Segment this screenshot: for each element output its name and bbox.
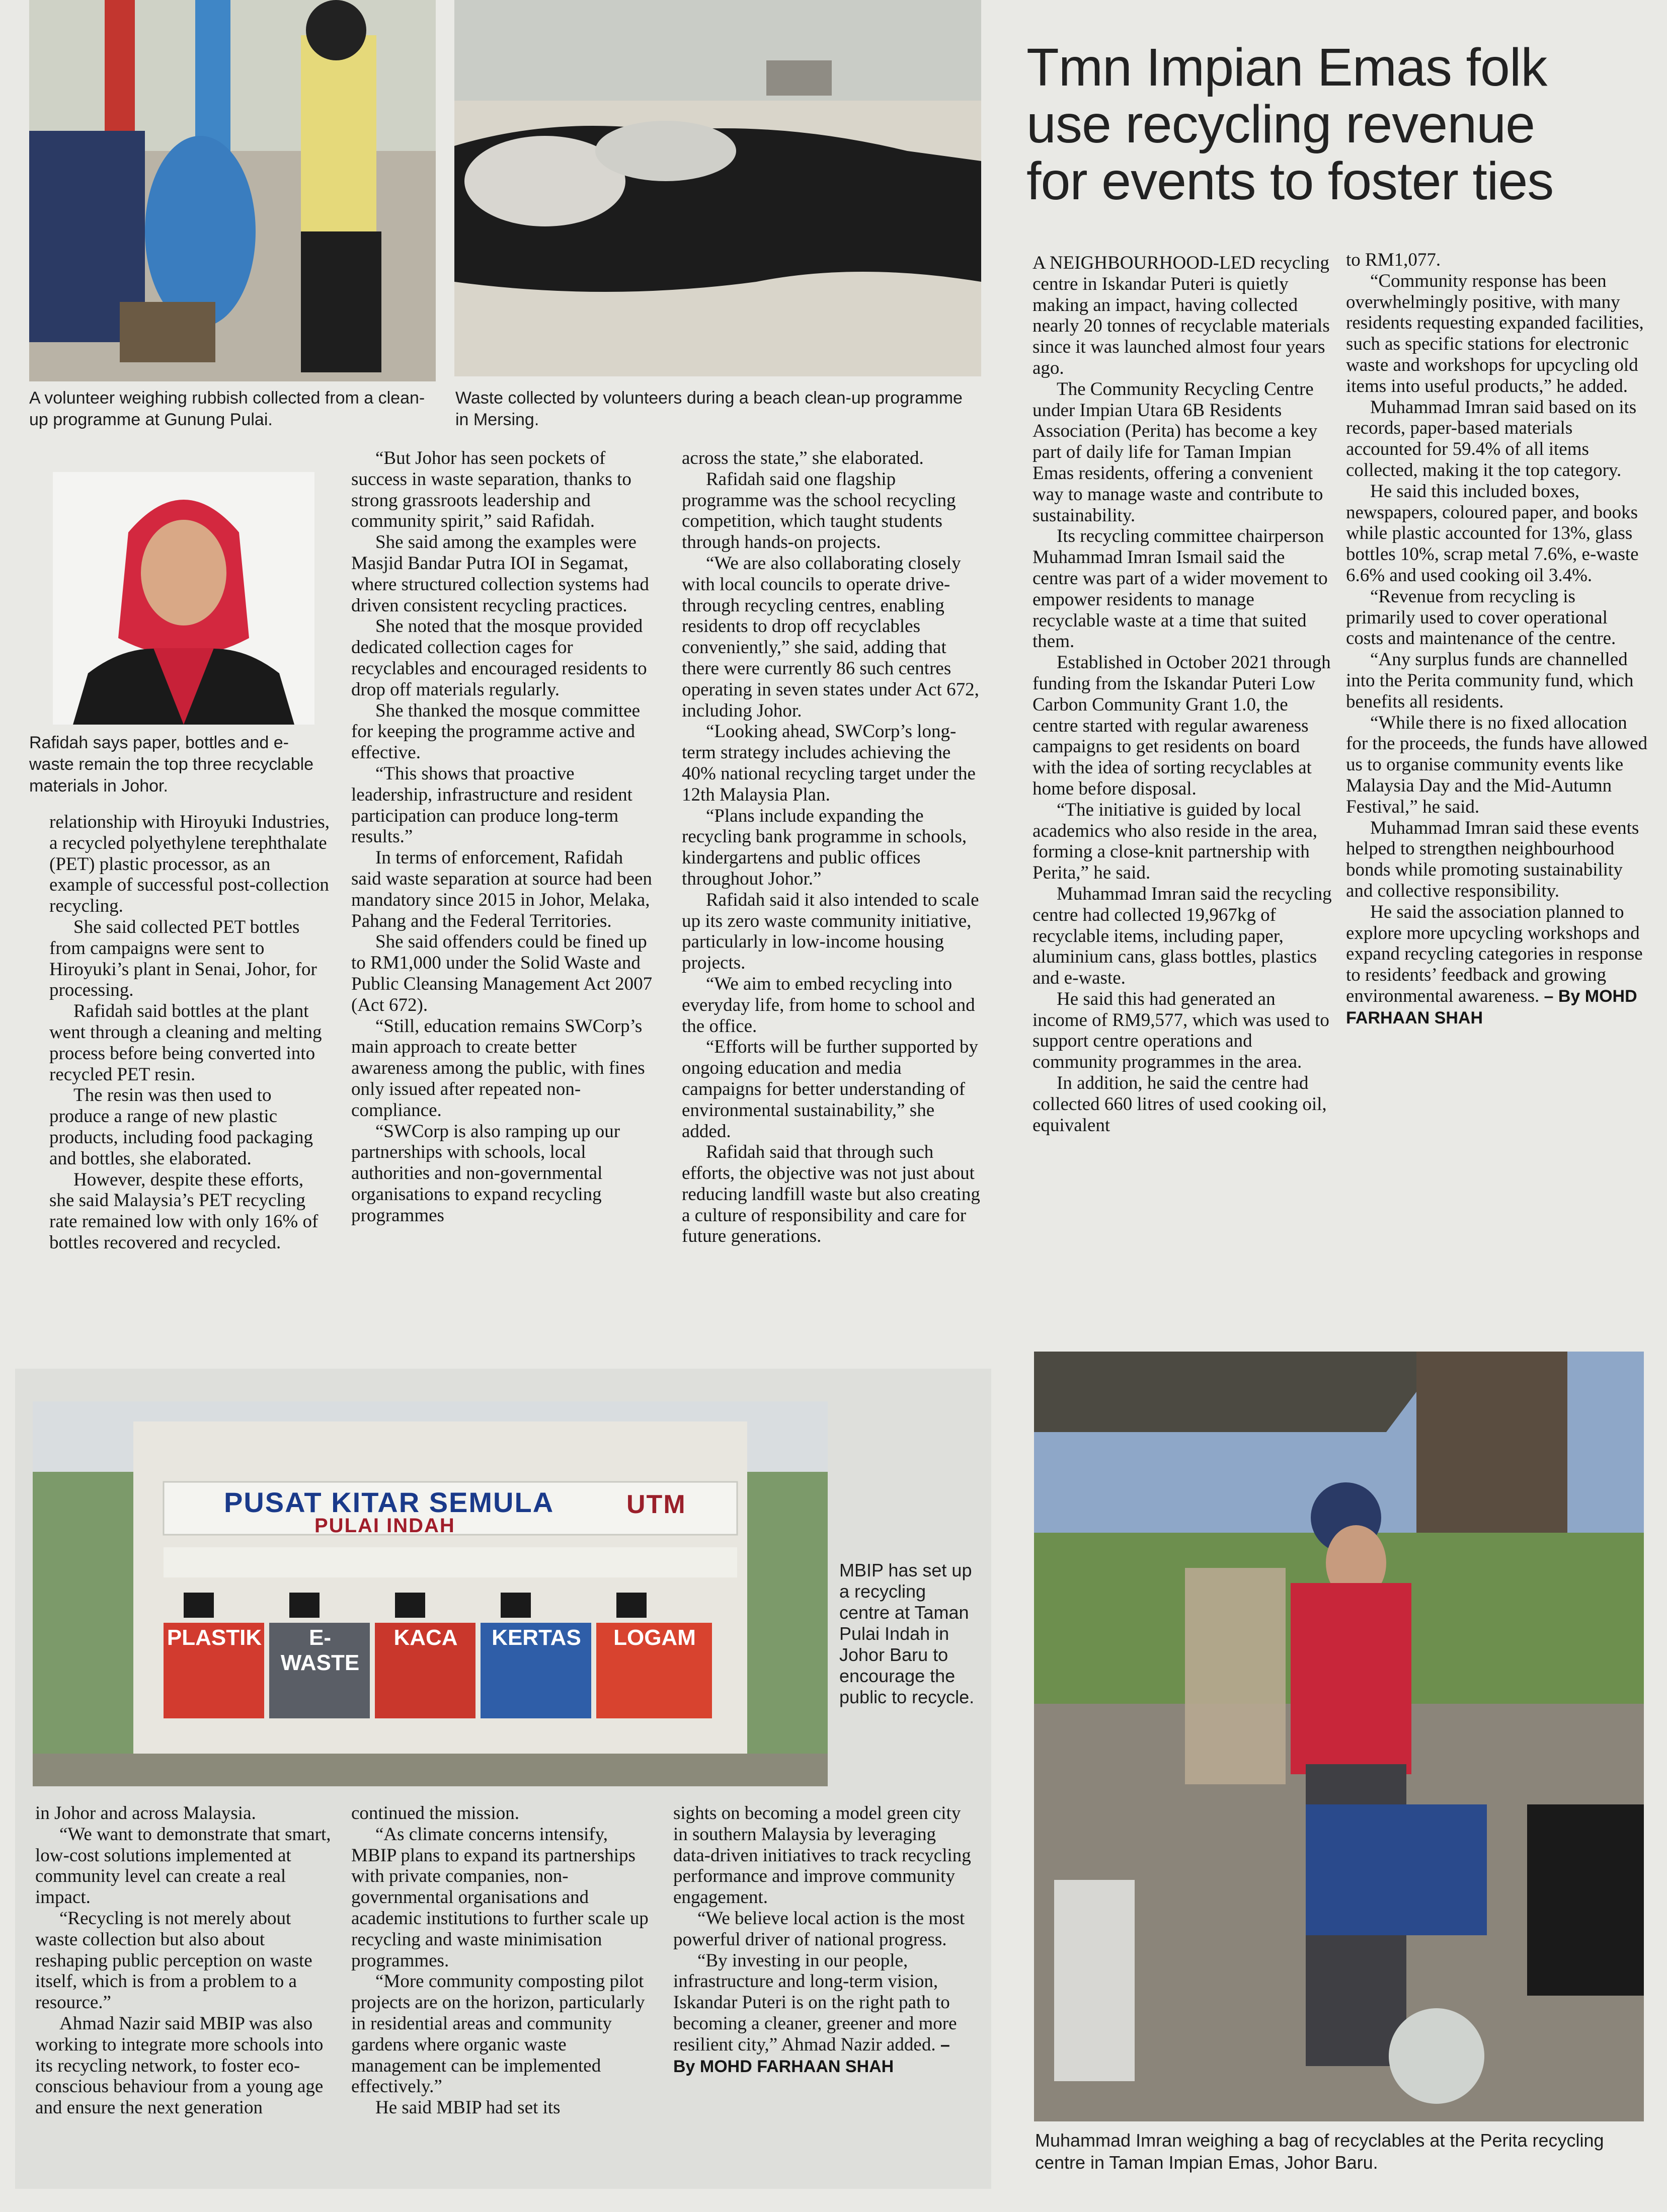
- headline-line-3: for events to foster ties: [1026, 151, 1554, 211]
- paragraph: “This shows that proactive leadership, infrastructure and resident participation can produce long-term results.”: [351, 763, 632, 847]
- paragraph: The Community Recycling Centre under Impian Utara 6B Residents Association (Perita) has become a key part of daily life for Taman Impian Emas residents, offering a convenient way to manage waste and contribute to sustainability.: [1033, 378, 1323, 526]
- paragraph: to RM1,077.: [1346, 250, 1441, 270]
- caption-mbip-centre: MBIP has set up a recycling centre at Taman Pulai Indah in Johor Baru to encourage the public to recycle.: [839, 1560, 975, 1707]
- paragraph: “While there is no fixed allocation for the proceeds, the funds have allowed us to organise community events like Malaysia Day and the Mid-Autumn Festival,” he said.: [1346, 712, 1647, 817]
- photo-recycling-centre: [33, 1401, 828, 1786]
- article-left-col2: [351, 448, 653, 1226]
- caption-muhammad-imran: Muhammad Imran weighing a bag of recyclables at the Perita recycling centre in Taman Impian Emas, Johor Baru.: [1035, 2130, 1604, 2173]
- sign-title: PUSAT KITAR SEMULA: [224, 1486, 554, 1518]
- bin-label-kertas: KERTAS: [492, 1625, 581, 1650]
- paragraph: He said this had generated an income of RM9,577, which was used to support centre operations and community programmes in the area.: [1033, 988, 1329, 1073]
- headline-line-2: use recycling revenue: [1026, 95, 1535, 154]
- paragraph: Established in October 2021 through funding from the Iskandar Puteri Low Carbon Community Grant 1.0, the centre started with regular awareness campaigns to get residents on board with the idea of sorting recyclables at home before disposal.: [1033, 652, 1331, 799]
- paragraph: Muhammad Imran said these events helped to strengthen neighbourhood bonds while promoting sustainability and collective responsibility.: [1346, 817, 1639, 901]
- paragraph: She noted that the mosque provided dedicated collection cages for recyclables and encouraged residents to drop off materials regularly.: [351, 616, 647, 700]
- paragraph: “Looking ahead, SWCorp’s long-term strategy includes achieving the 40% national recycling target under the 12th Malaysia Plan.: [682, 721, 976, 805]
- paragraph: “The initiative is guided by local academics who also reside in the area, forming a close-knit partnership with Perita,” he said.: [1033, 799, 1318, 884]
- photo-rafidah: [53, 472, 314, 725]
- paragraph: “We are also collaborating closely with local councils to operate drive-through recycling centres, enabling residents to drop off recyclables conveniently,” she said, adding that there were currently 86 such centres operating in seven states under Act 672, including Johor.: [682, 552, 979, 721]
- paragraph: “As climate concerns intensify, MBIP plans to expand its partnerships with private companies, non-governmental organisations and academic institutions to further scale up recycling and waste minimisation programmes.: [351, 1824, 649, 1971]
- paragraph: “SWCorp is also ramping up our partnerships with schools, local authorities and non-governmental organisations to expand recycling programmes: [351, 1121, 620, 1226]
- caption-rafidah: Rafidah says paper, bottles and e-waste remain the top three recyclable materials in Johor.: [29, 733, 314, 796]
- paragraph: He said this included boxes, newspapers, coloured paper, and books while plastic accounted for 13%, glass bottles 10%, scrap metal 7.6%, e-waste 6.6% and used cooking oil 3.4%.: [1346, 481, 1639, 586]
- article-right-col2: [1346, 250, 1648, 1029]
- paragraph: The resin was then used to produce a range of new plastic products, including food packaging and bottles, she elaborated.: [49, 1085, 313, 1169]
- paragraph: Its recycling committee chairperson Muhammad Imran Ismail said the centre was part of a wider movement to empower residents to manage recyclable waste at a time that suited them.: [1033, 526, 1328, 652]
- bin-label-e-waste: E-WASTE: [280, 1625, 360, 1675]
- article-bottom-col1: [35, 1803, 337, 2118]
- paragraph: A NEIGHBOURHOOD-LED recycling centre in Iskandar Puteri is quietly making an impact, having collected nearly 20 tonnes of recyclable materials since it was launched almost four years ago.: [1033, 253, 1330, 378]
- paragraph: She said collected PET bottles from campaigns were sent to Hiroyuki’s plant in Senai, Johor, for processing.: [49, 916, 317, 1001]
- paragraph: sights on becoming a model green city in southern Malaysia by leveraging data-driven initiatives to track recycling performance and improve community engagement.: [673, 1803, 971, 1908]
- paragraph: “We believe local action is the most powerful driver of national progress.: [673, 1908, 965, 1950]
- paragraph: However, despite these efforts, she said Malaysia’s PET recycling rate remained low with only 16% of bottles recovered and recycled.: [49, 1169, 319, 1253]
- paragraph: In terms of enforcement, Rafidah said waste separation at source had been mandatory since 2015 in Johor, Melaka, Pahang and the Federal Territories.: [351, 847, 652, 931]
- article-bottom-col3: [673, 1803, 975, 2077]
- caption-volunteer-weighing: A volunteer weighing rubbish collected from a clean-up programme at Gunung Pulai.: [29, 388, 425, 429]
- paragraph: Rafidah said that through such efforts, the objective was not just about reducing landfill waste but also creating a culture of responsibility and care for future generations.: [682, 1142, 980, 1247]
- paragraph: She said among the examples were Masjid Bandar Putra IOI in Segamat, where structured collection systems had driven consistent recycling practices.: [351, 532, 649, 616]
- paragraph: Rafidah said one flagship programme was the school recycling competition, which taught students through hands-on projects.: [682, 468, 956, 553]
- paragraph: relationship with Hiroyuki Industries, a recycled polyethylene terephthalate (PET) plastic processor, as an example of successful post-collection recycling.: [49, 812, 330, 917]
- byline: – By MOHD FARHAAN SHAH: [1346, 986, 1637, 1028]
- paragraph: “Any surplus funds are channelled into the Perita community fund, which benefits all residents.: [1346, 649, 1634, 712]
- paragraph: continued the mission.: [351, 1803, 519, 1824]
- paragraph: He said MBIP had set its: [375, 2097, 561, 2118]
- paragraph: [673, 1950, 975, 2078]
- sign-subtitle: PULAI INDAH: [314, 1515, 455, 1537]
- headline: [1026, 39, 1650, 210]
- paragraph: “Plans include expanding the recycling bank programme in schools, kindergartens and public offices throughout Johor.”: [682, 805, 967, 889]
- paragraph: She said offenders could be fined up to RM1,000 under the Solid Waste and Public Cleansing Management Act 2007 (Act 672).: [351, 931, 653, 1015]
- paragraph: “But Johor has seen pockets of success in waste separation, thanks to strong grassroots leadership and community spirit,” said Rafidah.: [351, 448, 631, 532]
- article-right-col1: [1033, 253, 1334, 1136]
- photo-volunteer-weighing: [29, 0, 436, 381]
- paragraph: “Community response has been overwhelmingly positive, with many residents requesting expanded facilities, such as specific stations for electronic waste and workshops for upcycling old items into useful products,” he added.: [1346, 270, 1644, 397]
- paragraph: Rafidah said it also intended to scale up its zero waste community initiative, particularly in low-income housing projects.: [682, 889, 979, 974]
- article-bottom-col2: [351, 1803, 653, 2118]
- paragraph: “Still, education remains SWCorp’s main approach to create better awareness among the public, with fines only issued after repeated non-compliance.: [351, 1015, 645, 1121]
- paragraph: in Johor and across Malaysia.: [35, 1803, 256, 1824]
- paragraph: Muhammad Imran said the recycling centre had collected 19,967kg of recyclable items, including paper, aluminium cans, glass bottles, plastics and e-waste.: [1033, 883, 1332, 989]
- paragraph: In addition, he said the centre had collected 660 litres of used cooking oil, equivalent: [1033, 1073, 1327, 1136]
- paragraph: “We aim to embed recycling into everyday life, from home to school and the office.: [682, 973, 975, 1037]
- paragraph: [1346, 902, 1648, 1029]
- bin-label-logam: LOGAM: [613, 1625, 696, 1650]
- paragraph: “Recycling is not merely about waste collection but also about reshaping public perception on waste itself, which is from a problem to a resource.”: [35, 1908, 312, 2013]
- paragraph-text: “By investing in our people, infrastructure and long-term vision, Iskandar Puteri is on the right path to becoming a cleaner, greener and more resilient city,” Ahmad Nazir added.: [673, 1950, 957, 2055]
- paragraph: Muhammad Imran said based on its records, paper-based materials accounted for 59.4% of all items collected, making it the top category.: [1346, 397, 1637, 481]
- paragraph: “Revenue from recycling is primarily used to cover operational costs and maintenance of the centre.: [1346, 586, 1616, 649]
- byline: – By MOHD FARHAAN SHAH: [673, 2035, 950, 2076]
- caption-beach-waste: Waste collected by volunteers during a beach clean-up programme in Mersing.: [455, 388, 963, 429]
- sign-utm: UTM: [626, 1490, 686, 1519]
- article-left-col3: [682, 448, 984, 1247]
- article-left-col1: [49, 812, 331, 1253]
- paragraph: Rafidah said bottles at the plant went through a cleaning and melting process before being converted into recycled PET resin.: [49, 1001, 322, 1085]
- paragraph: “Efforts will be further supported by ongoing education and media campaigns for better understanding of environmental sustainability,” she added.: [682, 1037, 978, 1142]
- paragraph: “We want to demonstrate that smart, low-cost solutions implemented at community level can create a real impact.: [35, 1824, 331, 1908]
- headline-line-1: Tmn Impian Emas folk: [1026, 38, 1547, 97]
- paragraph: Ahmad Nazir said MBIP was also working to integrate more schools into its recycling network, to foster eco-conscious behaviour from a young age and ensure the next generation: [35, 2013, 324, 2118]
- paragraph: across the state,” she elaborated.: [682, 448, 924, 468]
- paragraph: “More community composting pilot projects are on the horizon, particularly in residential areas and community gardens where organic waste management can be implemented effectively.”: [351, 1971, 645, 2097]
- paragraph-text: He said the association planned to explore more upcycling workshops and expand recycling categories in response to residents’ feedback and growing environmental awareness.: [1346, 901, 1643, 1006]
- photo-beach-waste: [454, 0, 981, 376]
- bin-label-kaca: KACA: [393, 1625, 458, 1650]
- paragraph: She thanked the mosque committee for keeping the programme active and effective.: [351, 700, 641, 763]
- photo-muhammad-imran: [1034, 1352, 1644, 2121]
- bin-label-plastik: PLASTIK: [167, 1625, 262, 1650]
